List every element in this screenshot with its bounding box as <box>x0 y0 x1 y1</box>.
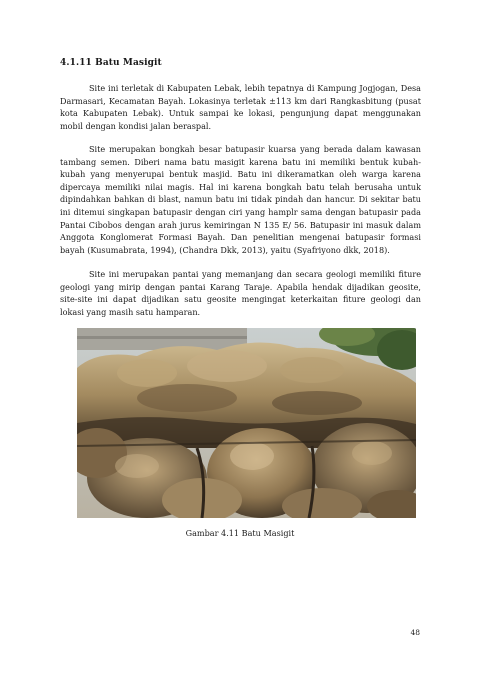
paragraph-description <box>60 143 421 256</box>
figure-caption: Gambar 4.11 Batu Masigit <box>185 528 295 538</box>
section-heading: 4.1.11 Batu Masigit <box>60 58 162 68</box>
paragraph-location <box>60 82 421 132</box>
paragraph-text: Site ini merupakan pantai yang memanjang dan secara geologi memiliki fiture geologi yang mirip dengan pantai Karang Taraje. Apabila hendak dijadikan geosite, site-site ini dapat dijadikan satu geosite mengingat keterkaitan fiture geologi dan lokasi yang masih satu hamparan. <box>60 269 421 317</box>
paragraph-text: Site merupakan bongkah besar batupasir kuarsa yang berada dalam kawasan tambang semen. Diberi nama batu masigit karena batu ini memiliki bentuk kubah-kubah yang menyerupai bentuk masjid. Batu ini dikeramatkan oleh warga karena dipercaya memiliki nilai magis. Hal ini karena bongkah batu telah berusaha untuk dipindahkan bahkan di blast, namun batu ini tidak pindah dan hancur. Di sekitar batu ini ditemui singkapan batupasir dengan ciri yang hamplr sama dengan batupasir pada Pantai Cibobos dengan arah jurus kemiringan N 135 E/ 56. Batupasir ini masuk dalam Anggota Konglomerat Formasi Bayah. Dan penelitian mengenai batupasir formasi bayah (Kusumabrata, 1994), (Chandra Dkk, 2013), yaitu (Syafriyono dkk, 2018). <box>60 144 421 255</box>
paragraph-text: Site ini terletak di Kabupaten Lebak, lebih tepatnya di Kampung Jogjogan, Desa Darmasari, Kecamatan Bayah. Lokasinya terletak ±113 km dari Rangkasbitung (pusat kota Kabupaten Lebak). Untuk sampai ke lokasi, pengunjung dapat menggunakan mobil dengan kondisi jalan beraspal. <box>60 83 421 131</box>
paragraph-geosite <box>60 268 421 318</box>
page-number: 48 <box>410 628 420 637</box>
batu-masigit-photo <box>77 328 416 518</box>
